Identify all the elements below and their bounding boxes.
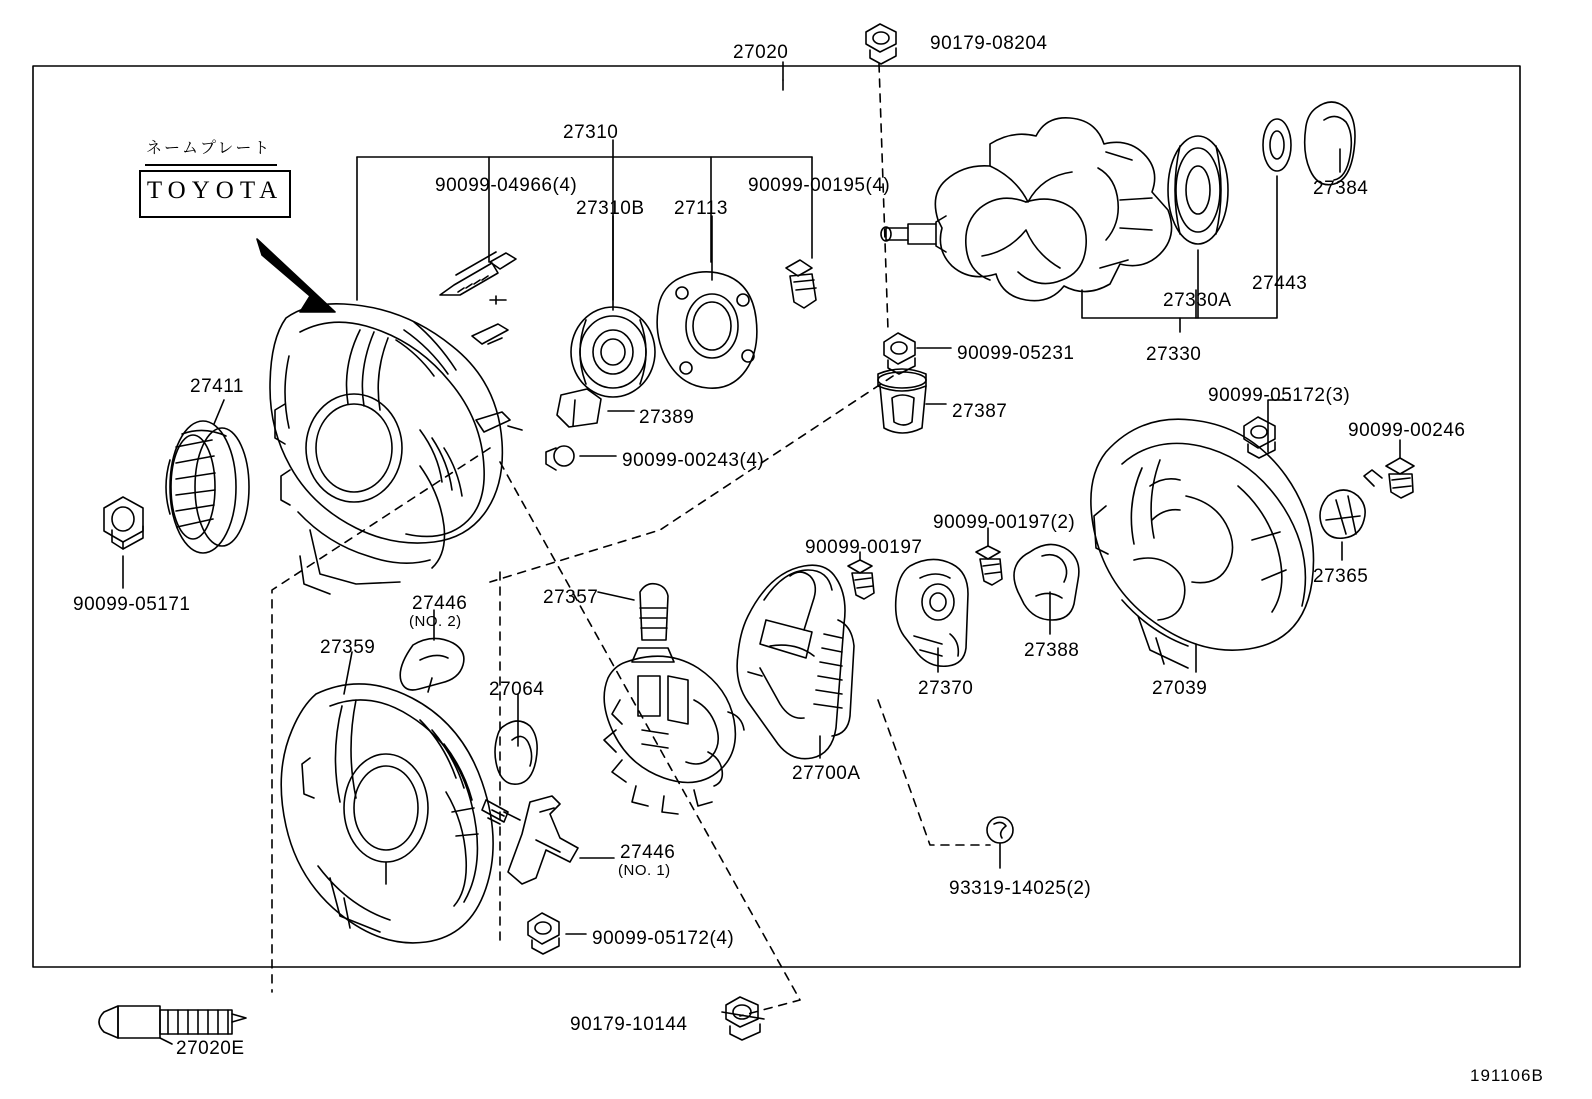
nameplate-brand: TOYOTA [139,170,291,218]
nameplate-underline [145,160,277,166]
part-label-90099-00246: 90099-00246 [1348,420,1466,441]
part-label-27446-2: 27446 [412,593,468,614]
part-label-90099-00243: 90099-00243(4) [622,450,765,471]
part-label-27359: 27359 [320,637,376,658]
part-label-27064: 27064 [489,679,545,700]
part-label-93319-14025: 93319-14025(2) [949,878,1092,899]
part-label-27365: 27365 [1313,566,1369,587]
part-label-90099-05231: 90099-05231 [957,343,1075,364]
part-label-27330: 27330 [1146,344,1202,365]
part-label-27020E: 27020E [176,1038,245,1059]
part-label-27389: 27389 [639,407,695,428]
part-label-90179-08204: 90179-08204 [930,33,1048,54]
part-label-90099-05172-4: 90099-05172(4) [592,928,735,949]
part-label-27310B: 27310B [576,198,645,219]
part-label-27113: 27113 [674,198,728,219]
part-label-27446-1: 27446 [620,842,676,863]
part-label-90179-10144: 90179-10144 [570,1014,688,1035]
part-label-90099-00197-2: 90099-00197(2) [933,512,1076,533]
part-label-27039: 27039 [1152,678,1208,699]
part-label-27020: 27020 [733,42,789,63]
nameplate-caption: ネームプレート [146,140,272,157]
part-label-90099-00197: 90099-00197 [805,537,923,558]
part-label-90099-05172-3: 90099-05172(3) [1208,385,1351,406]
part-label-27446-2-sub: (NO. 2) [409,613,462,630]
part-label-27387: 27387 [952,401,1008,422]
figure-code: 191106B [1470,1066,1544,1085]
part-label-27357: 27357 [543,587,599,608]
part-label-27310: 27310 [563,122,619,143]
part-label-27446-1-sub: (NO. 1) [618,862,671,879]
part-label-27370: 27370 [918,678,974,699]
part-label-90099-00195: 90099-00195(4) [748,175,891,196]
part-label-27700A: 27700A [792,763,861,784]
part-label-27443: 27443 [1252,273,1308,294]
part-label-27411: 27411 [190,376,244,397]
part-label-27384: 27384 [1313,178,1369,199]
part-label-27388: 27388 [1024,640,1080,661]
part-label-27330A: 27330A [1163,290,1232,311]
part-label-90099-05171: 90099-05171 [73,594,191,615]
part-label-90099-04966: 90099-04966(4) [435,175,578,196]
